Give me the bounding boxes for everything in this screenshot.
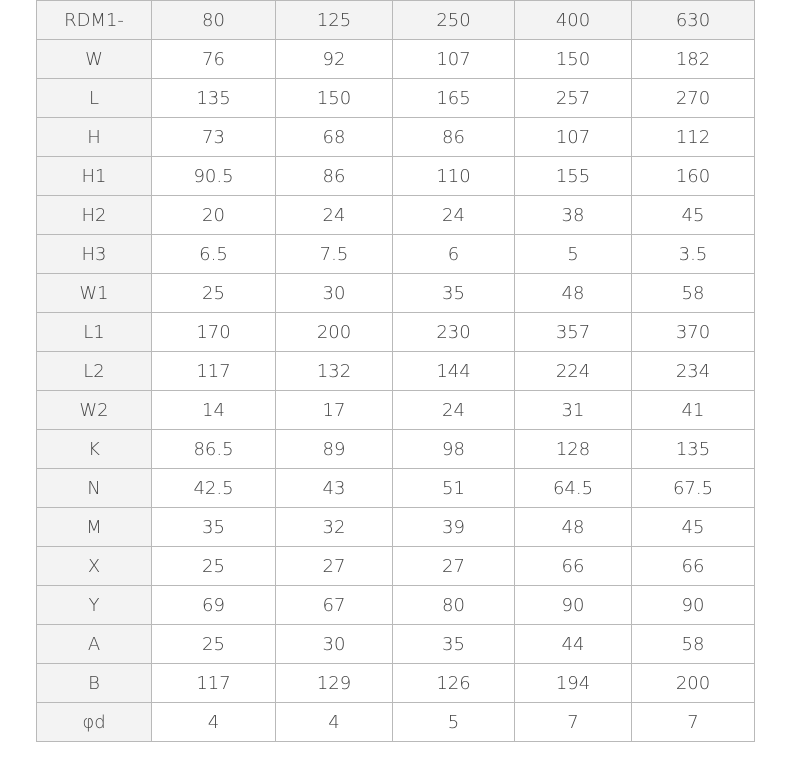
value-cell: 67: [276, 586, 393, 625]
table-row: [37, 469, 755, 508]
table-row: [37, 274, 755, 313]
row-label-cell: N: [37, 469, 152, 508]
value-cell: 30: [276, 274, 393, 313]
value-cell: 38: [515, 196, 632, 235]
value-cell: 6: [393, 235, 515, 274]
value-cell: 182: [632, 40, 755, 79]
value-cell: 117: [152, 352, 276, 391]
table-header-row: [37, 1, 755, 40]
value-cell: 24: [393, 196, 515, 235]
dimensions-table: [36, 0, 755, 742]
value-cell: 27: [276, 547, 393, 586]
value-cell: 165: [393, 79, 515, 118]
value-cell: 144: [393, 352, 515, 391]
value-cell: 357: [515, 313, 632, 352]
value-cell: 128: [515, 430, 632, 469]
value-cell: 43: [276, 469, 393, 508]
table-row: [37, 508, 755, 547]
value-cell: 126: [393, 664, 515, 703]
value-cell: 370: [632, 313, 755, 352]
value-cell: 90: [632, 586, 755, 625]
table-row: [37, 703, 755, 742]
row-label-cell: X: [37, 547, 152, 586]
table-row: [37, 79, 755, 118]
value-cell: 86: [276, 157, 393, 196]
value-cell: 110: [393, 157, 515, 196]
row-label-cell: B: [37, 664, 152, 703]
row-label-cell: W1: [37, 274, 152, 313]
value-cell: 200: [276, 313, 393, 352]
value-cell: 67.5: [632, 469, 755, 508]
value-cell: 44: [515, 625, 632, 664]
header-cell-80: 80: [152, 1, 276, 40]
value-cell: 7.5: [276, 235, 393, 274]
table-row: [37, 391, 755, 430]
value-cell: 45: [632, 508, 755, 547]
value-cell: 24: [393, 391, 515, 430]
table-row: [37, 157, 755, 196]
table-row: [37, 625, 755, 664]
value-cell: 129: [276, 664, 393, 703]
value-cell: 35: [393, 274, 515, 313]
row-label-cell: W2: [37, 391, 152, 430]
value-cell: 30: [276, 625, 393, 664]
value-cell: 58: [632, 625, 755, 664]
value-cell: 224: [515, 352, 632, 391]
value-cell: 42.5: [152, 469, 276, 508]
table-row: [37, 196, 755, 235]
value-cell: 64.5: [515, 469, 632, 508]
value-cell: 48: [515, 274, 632, 313]
value-cell: 45: [632, 196, 755, 235]
table-row: [37, 430, 755, 469]
row-label-cell: L1: [37, 313, 152, 352]
row-label-cell: M: [37, 508, 152, 547]
table-row: [37, 586, 755, 625]
value-cell: 17: [276, 391, 393, 430]
value-cell: 4: [276, 703, 393, 742]
value-cell: 41: [632, 391, 755, 430]
value-cell: 80: [393, 586, 515, 625]
value-cell: 150: [276, 79, 393, 118]
row-label-cell: L2: [37, 352, 152, 391]
row-label-cell: H2: [37, 196, 152, 235]
header-cell-250: 250: [393, 1, 515, 40]
value-cell: 35: [152, 508, 276, 547]
row-label-cell: H: [37, 118, 152, 157]
table-row: [37, 547, 755, 586]
value-cell: 194: [515, 664, 632, 703]
value-cell: 155: [515, 157, 632, 196]
table-row: [37, 352, 755, 391]
table-row: [37, 118, 755, 157]
value-cell: 39: [393, 508, 515, 547]
table-row: [37, 313, 755, 352]
value-cell: 48: [515, 508, 632, 547]
header-cell-630: 630: [632, 1, 755, 40]
row-label-cell: H3: [37, 235, 152, 274]
row-label-cell: Y: [37, 586, 152, 625]
value-cell: 6.5: [152, 235, 276, 274]
value-cell: 58: [632, 274, 755, 313]
value-cell: 86.5: [152, 430, 276, 469]
value-cell: 66: [515, 547, 632, 586]
value-cell: 3.5: [632, 235, 755, 274]
row-label-cell: φd: [37, 703, 152, 742]
value-cell: 27: [393, 547, 515, 586]
value-cell: 234: [632, 352, 755, 391]
value-cell: 25: [152, 625, 276, 664]
value-cell: 92: [276, 40, 393, 79]
value-cell: 5: [515, 235, 632, 274]
value-cell: 32: [276, 508, 393, 547]
value-cell: 107: [515, 118, 632, 157]
header-cell-125: 125: [276, 1, 393, 40]
value-cell: 90.5: [152, 157, 276, 196]
value-cell: 257: [515, 79, 632, 118]
value-cell: 200: [632, 664, 755, 703]
row-label-cell: K: [37, 430, 152, 469]
table-row: [37, 235, 755, 274]
value-cell: 25: [152, 274, 276, 313]
value-cell: 132: [276, 352, 393, 391]
row-label-cell: H1: [37, 157, 152, 196]
value-cell: 86: [393, 118, 515, 157]
value-cell: 24: [276, 196, 393, 235]
value-cell: 68: [276, 118, 393, 157]
value-cell: 25: [152, 547, 276, 586]
value-cell: 150: [515, 40, 632, 79]
value-cell: 98: [393, 430, 515, 469]
row-label-cell: A: [37, 625, 152, 664]
value-cell: 7: [632, 703, 755, 742]
value-cell: 73: [152, 118, 276, 157]
value-cell: 89: [276, 430, 393, 469]
table-body: [37, 1, 755, 742]
value-cell: 31: [515, 391, 632, 430]
table-row: [37, 40, 755, 79]
row-label-cell: L: [37, 79, 152, 118]
value-cell: 170: [152, 313, 276, 352]
value-cell: 270: [632, 79, 755, 118]
value-cell: 112: [632, 118, 755, 157]
value-cell: 20: [152, 196, 276, 235]
value-cell: 76: [152, 40, 276, 79]
value-cell: 5: [393, 703, 515, 742]
value-cell: 4: [152, 703, 276, 742]
value-cell: 7: [515, 703, 632, 742]
value-cell: 135: [152, 79, 276, 118]
value-cell: 160: [632, 157, 755, 196]
value-cell: 117: [152, 664, 276, 703]
value-cell: 66: [632, 547, 755, 586]
value-cell: 69: [152, 586, 276, 625]
table-row: [37, 664, 755, 703]
header-cell-model: RDM1-: [37, 1, 152, 40]
value-cell: 230: [393, 313, 515, 352]
value-cell: 35: [393, 625, 515, 664]
value-cell: 107: [393, 40, 515, 79]
value-cell: 135: [632, 430, 755, 469]
row-label-cell: W: [37, 40, 152, 79]
value-cell: 14: [152, 391, 276, 430]
header-cell-400: 400: [515, 1, 632, 40]
value-cell: 51: [393, 469, 515, 508]
value-cell: 90: [515, 586, 632, 625]
